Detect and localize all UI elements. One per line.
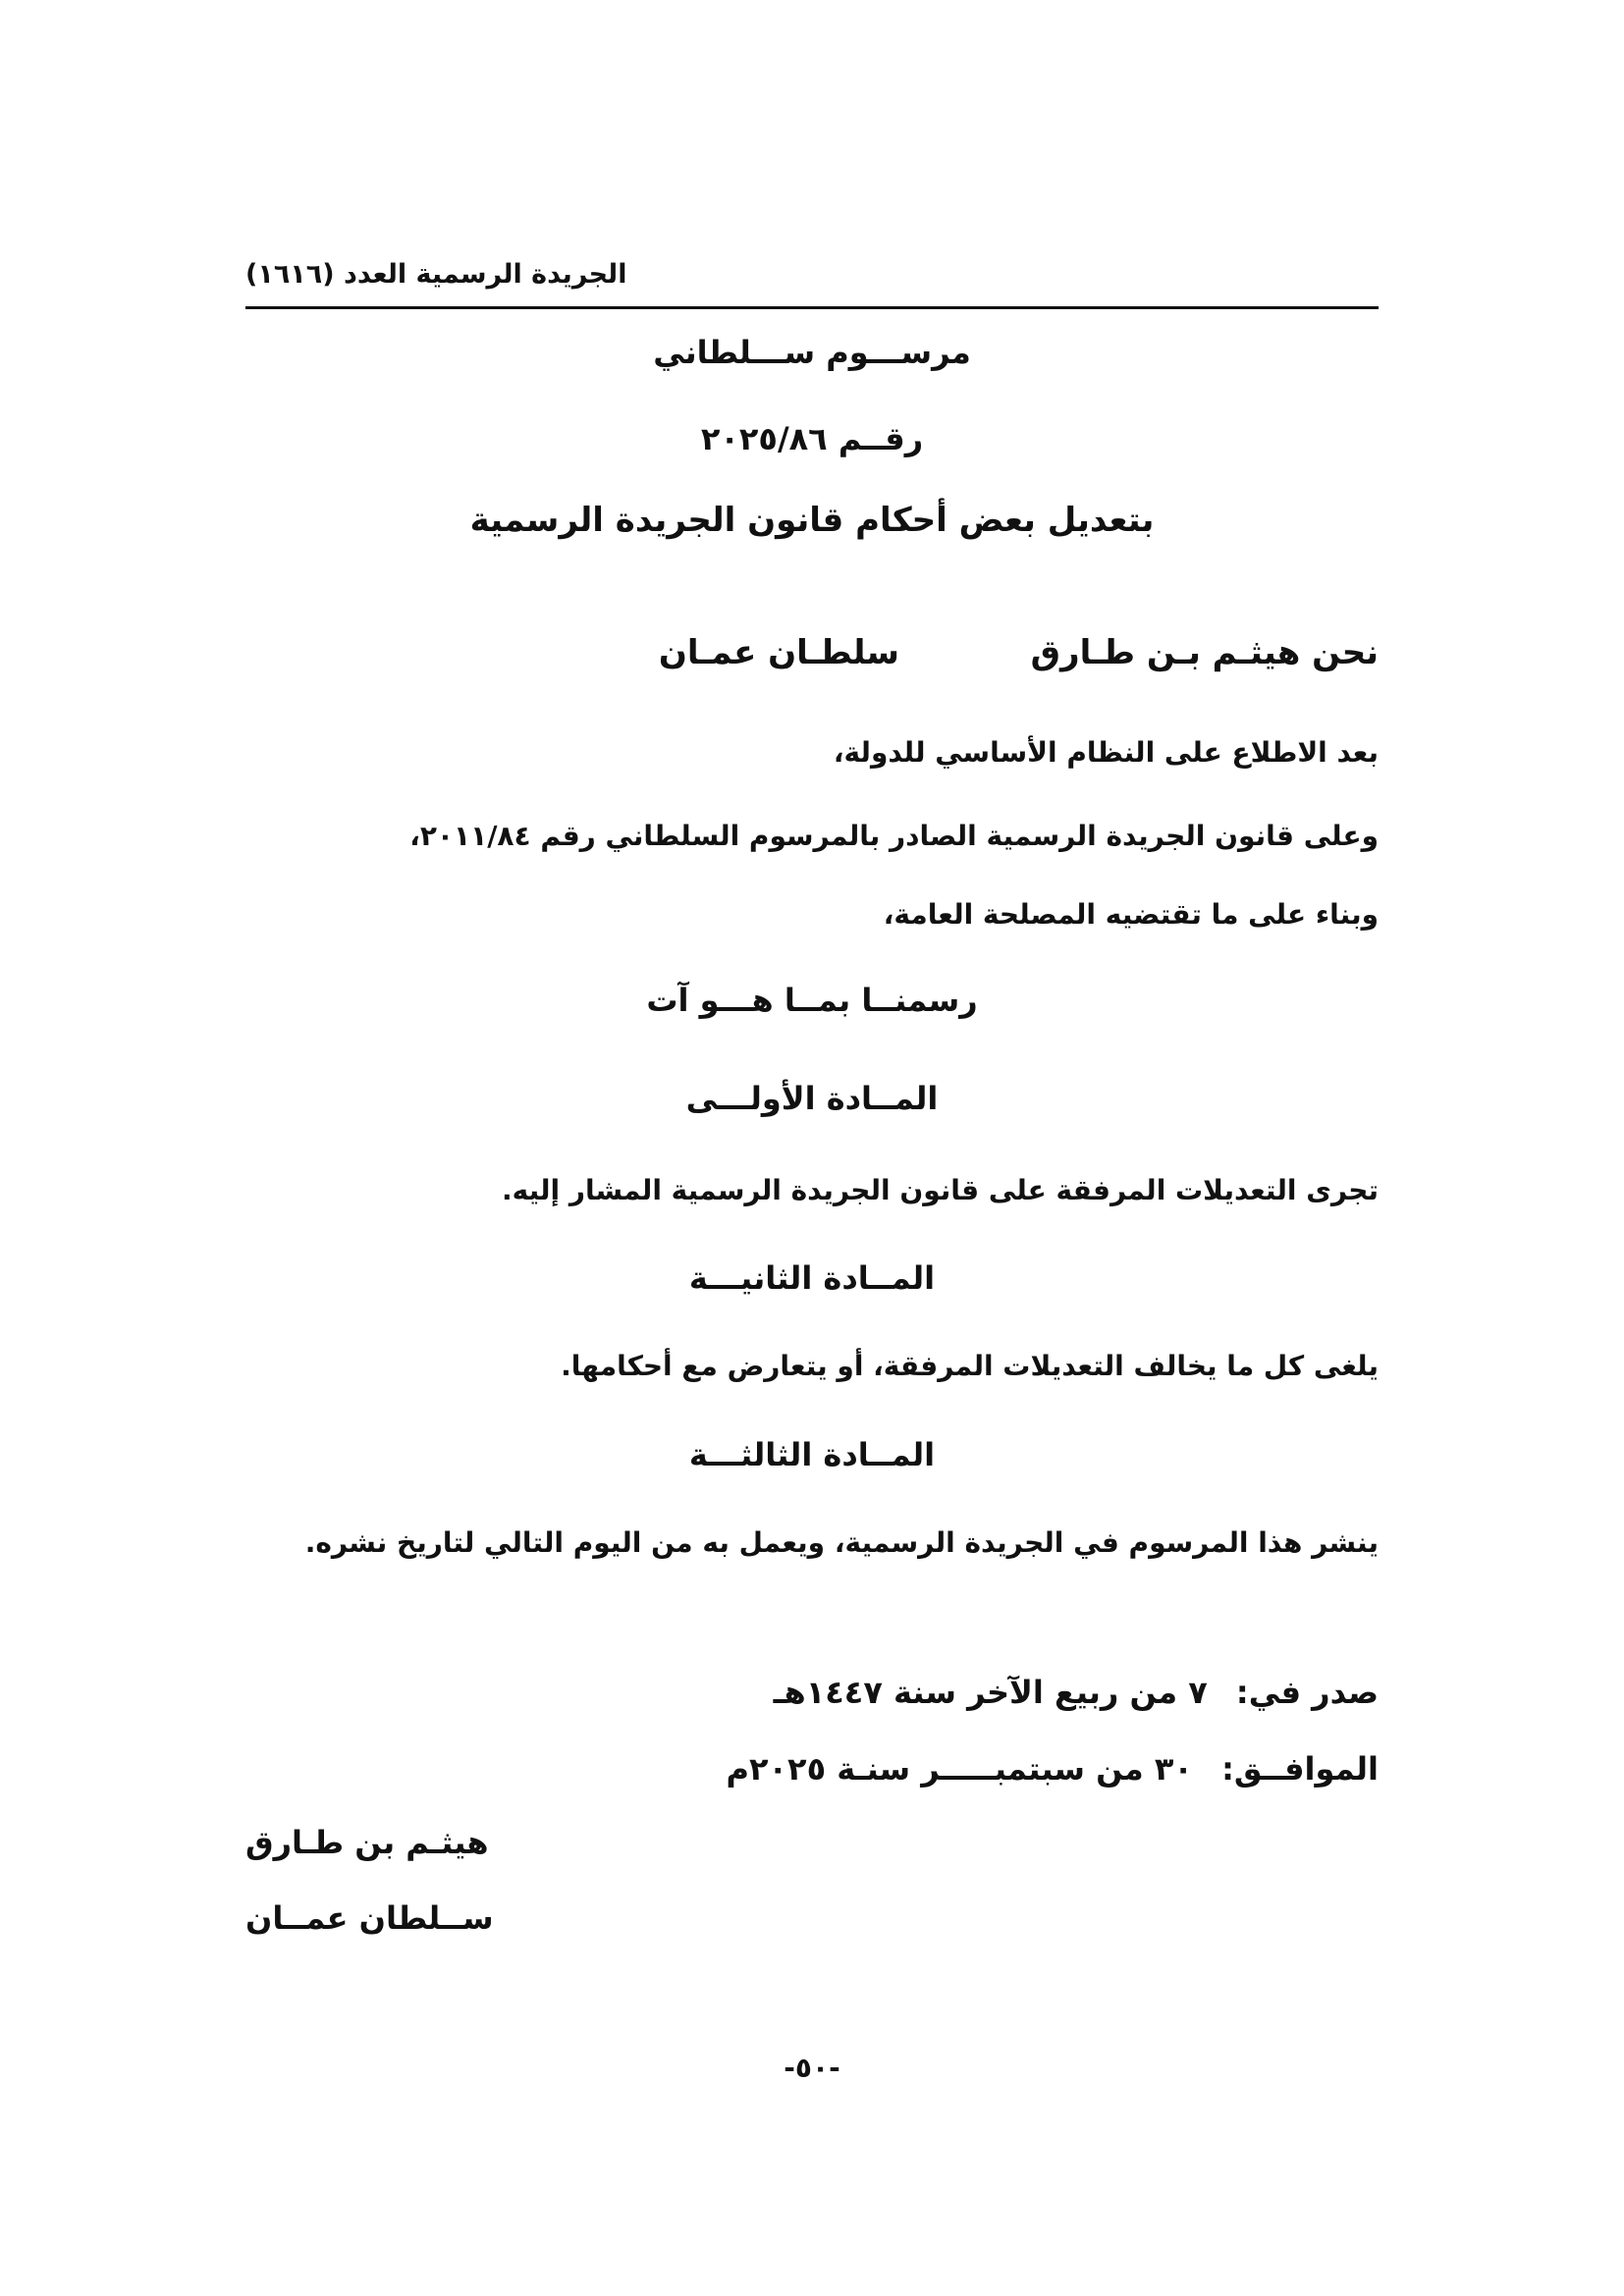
decreed-heading: رسمنــا بمــا هـــو آت [646, 982, 978, 1019]
corresponding-date-row [245, 1750, 1379, 1788]
issued-date-row [245, 1674, 1379, 1711]
signature-name: هيثـم بن طـارق [245, 1824, 489, 1861]
preamble-line: وبناء على ما تقتضيه المصلحة العامة، [883, 898, 1379, 931]
decree-subject: بتعديل بعض أحكام قانون الجريدة الرسمية [469, 501, 1155, 540]
article-3-text: ينشر هذا المرسوم في الجريدة الرسمية، ويعمل به من اليوم التالي لتاريخ نشره. [304, 1526, 1379, 1559]
preamble-line: بعد الاطلاع على النظام الأساسي للدولة، [833, 736, 1379, 769]
issuer-name: نحن هيثـم بـن طـارق [1030, 633, 1379, 672]
gazette-issue-label: الجريدة الرسمية العدد (١٦١٦) [245, 259, 627, 290]
decree-number: رقــم ٢٠٢٥/٨٦ [700, 420, 924, 457]
article-2-text: يلغى كل ما يخالف التعديلات المرفقة، أو يتعارض مع أحكامها. [561, 1350, 1379, 1382]
signature-title: ســلطان عمــان [245, 1899, 494, 1937]
page-header [245, 257, 1379, 309]
decree-type: مرســـوم ســـلطاني [653, 334, 971, 371]
corresponding-date-label: الموافــق: [1221, 1750, 1379, 1788]
issued-date-label: صدر في: [1235, 1674, 1379, 1711]
issuer-row [245, 633, 1379, 682]
article-3-heading: المــادة الثالثـــة [688, 1436, 936, 1473]
issued-date-value: ٧ من ربيع الآخر سنة ١٤٤٧هـ [773, 1674, 1208, 1711]
page-number: -٥٠- [784, 2052, 840, 2084]
article-2-heading: المــادة الثانيـــة [688, 1259, 936, 1297]
article-1-heading: المــادة الأولـــى [685, 1080, 939, 1117]
issuer-title: سلطـان عمـان [658, 633, 899, 672]
corresponding-date-value: ٣٠ من سبتمبـــــر سنـة ٢٠٢٥م [726, 1750, 1193, 1788]
article-1-text: تجرى التعديلات المرفقة على قانون الجريدة الرسمية المشار إليه. [502, 1174, 1379, 1206]
preamble-line: وعلى قانون الجريدة الرسمية الصادر بالمرسوم السلطاني رقم ٢٠١١/٨٤، [409, 820, 1379, 852]
